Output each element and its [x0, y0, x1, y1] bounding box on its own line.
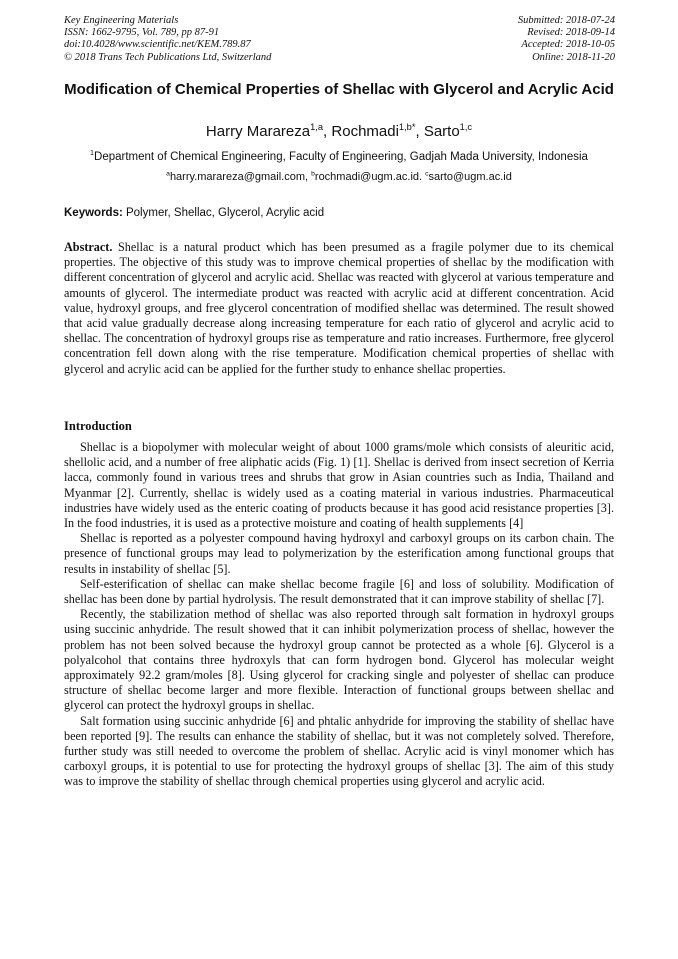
- paragraph: Shellac is reported as a polyester compound having hydroxyl and carboxyl groups on its carbon chain. The presence of functional groups may lead to polymerization by the esterification among functional groups that results in instability of shellac [5].: [64, 531, 614, 576]
- author-separator: ,: [323, 123, 332, 140]
- affiliation-mark: 1: [90, 149, 95, 158]
- email-mark: b: [311, 170, 315, 178]
- abstract-label: Abstract.: [64, 240, 113, 254]
- email-mark: c: [425, 170, 429, 178]
- email-link[interactable]: harry.marareza@gmail.com,: [169, 171, 312, 183]
- author-affiliation-mark: 1,b*: [398, 122, 416, 132]
- author-emails: [64, 170, 614, 184]
- author-affiliation-mark: 1,a: [310, 122, 324, 132]
- journal-name: Key Engineering Materials: [64, 15, 179, 26]
- paper-title: Modification of Chemical Properties of Shellac with Glycerol and Acrylic Acid: [64, 81, 614, 98]
- author-separator: ,: [415, 123, 424, 140]
- online-date: Online: 2018-11-20: [532, 51, 615, 63]
- author-name: Sarto: [423, 123, 460, 140]
- copyright-line: © 2018 Trans Tech Publications Ltd, Switzerland: [64, 51, 272, 63]
- abstract-text: Shellac is a natural product which has been presumed as a fragile polymer due to its chemical properties. The objective of this study was to improve chemical properties of shellac by the modification with different concentration of glycerol and acrylic acid. Shellac was reacted with glycerol at various temperature and amounts of glycerol. The intermediate product was reacted with acrylic acid at different concentration. Acid value, hydroxyl groups, and free glycerol concentration of modified shellac was determined. The result showed that acid value gradually decrease along increasing temperature for each ratio of glycerol and acrylic acid to shellac. The concentration of hydroxyl groups rise as temperature and ratio increases. Furthermore, free glycerol concentration fell down along with the rise temperature. Modification chemical properties of shellac with glycerol and acrylic acid can be applied for the further study to enhance shellac properties.: [64, 240, 615, 376]
- keywords-label: Keywords:: [64, 207, 123, 219]
- affiliation-text: Department of Chemical Engineering, Faculty of Engineering, Gadjah Mada University, Indonesia: [94, 151, 588, 163]
- revised-date: Revised: 2018-09-14: [527, 27, 615, 39]
- paragraph: Self-esterification of shellac can make shellac become fragile [6] and loss of solubility. Modification of shellac has been done by partial hydrolysis. The result demonstrated that it can improve stability of shellac [7].: [64, 576, 614, 607]
- issn-line: ISSN: 1662-9795, Vol. 789, pp 87-91: [64, 27, 220, 39]
- email-link[interactable]: sarto@ugm.ac.id: [428, 171, 512, 183]
- paragraph: Recently, the stabilization method of shellac was also reported through salt formation in hydroxyl groups using succinic anhydride. The result showed that it can inhibit polymerization process of shellac, however the problem has not been solved because the hydroxyl group cannot be protected as a whole [6]. Glycerol is a polyalcohol that contains three hydroxyls that can form hydrogen bond. Glycerol has molecular weight approximately 92.2 gram/moles [8]. Using glycerol for cracking single and polyester of shellac can produce structure of shellac become larger and more flexible. Interaction of functional groups between shellac and glycerol can protect the hydroxyl groups in shellac.: [64, 607, 614, 713]
- abstract: [64, 240, 614, 377]
- submitted-date: Submitted: 2018-07-24: [517, 15, 615, 26]
- paragraph: Shellac is a biopolymer with molecular weight of about 1000 grams/mole which consists of aleuritic acid, shellolic acid, and a number of free aliphatic acids (Fig. 1) [1]. Shellac is derived from insect secretion of Kerria lacca, commonly found in various trees and shrubs that grow in Asian countries such as India, Thailand and Myanmar [2]. Currently, shellac is widely used as a coating material in various industries. Pharmaceutical industries have widely used as the enteric coating of products because it has good acid resistance properties [3]. In the food industries, it is used as a protective moisture and coating of health supplements [4]: [64, 440, 614, 531]
- author-name: Rochmadi: [331, 123, 399, 140]
- author-name: Harry Marareza: [205, 123, 311, 140]
- introduction-body: [64, 440, 614, 790]
- author-list: [64, 123, 614, 141]
- accepted-date: Accepted: 2018-10-05: [521, 39, 615, 51]
- email-link[interactable]: rochmadi@ugm.ac.id.: [314, 171, 426, 183]
- paragraph: Salt formation using succinic anhydride [6] and phtalic anhydride for improving the stability of shellac have been reported [9]. The results can enhance the stability of shellac, but it was not completely solved. Therefore, further study was still needed to overcome the problem of shellac. Acrylic acid is vinyl monomer which has carboxyl groups, it is potential to use for protecting the hydroxyl groups of shellac [3]. The aim of this study was to improve the stability of shellac through chemical properties using glycerol and acrylic acid.: [64, 713, 614, 789]
- keywords: [64, 206, 614, 220]
- author-affiliation-mark: 1,c: [459, 122, 473, 132]
- journal-info: [64, 15, 271, 64]
- publication-dates: [518, 15, 615, 64]
- affiliation: [64, 150, 614, 164]
- doi-line[interactable]: doi:10.4028/www.scientific.net/KEM.789.87: [64, 39, 251, 51]
- introduction-heading: Introduction: [64, 419, 132, 433]
- keywords-text: Polymer, Shellac, Glycerol, Acrylic acid: [122, 207, 325, 219]
- email-mark: a: [166, 170, 170, 178]
